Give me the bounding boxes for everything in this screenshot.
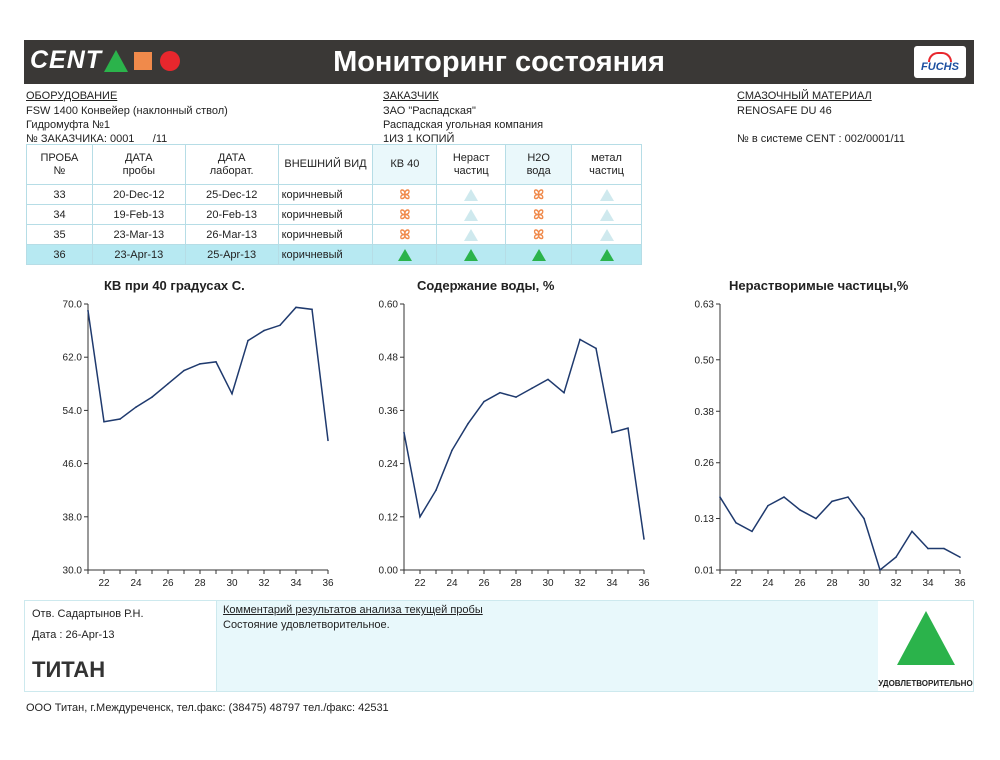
data-point xyxy=(611,432,613,434)
status-indicator xyxy=(878,601,973,691)
series-line xyxy=(404,339,644,539)
x-tick-label: 36 xyxy=(322,578,334,589)
x-tick-label: 30 xyxy=(226,578,238,589)
data-point xyxy=(467,423,469,425)
ok-triangle-icon xyxy=(600,189,614,201)
appearance-cell: коричневый xyxy=(278,225,373,245)
sample-number-cell: 35 xyxy=(27,225,93,245)
data-point xyxy=(515,396,517,398)
table-row xyxy=(27,225,642,245)
y-tick-label: 30.0 xyxy=(62,565,82,577)
data-point xyxy=(595,348,597,350)
data-point xyxy=(735,522,737,524)
data-point xyxy=(831,501,833,503)
comment-panel xyxy=(216,601,878,691)
data-point xyxy=(183,370,185,372)
page-title: Мониторинг состояния xyxy=(333,46,665,78)
y-tick-label: 0.00 xyxy=(378,565,398,577)
status-label: УДОВЛЕТВОРИТЕЛЬНО xyxy=(878,679,973,688)
metal-status-cell xyxy=(572,205,642,225)
responsible-person: Отв. Садартынов Р.Н. xyxy=(32,608,144,620)
insol-status-cell xyxy=(437,245,506,265)
y-tick-label: 62.0 xyxy=(62,352,82,364)
sample-date-cell: 23-Apr-13 xyxy=(92,245,185,265)
table-header-cell: Нераст частиц xyxy=(437,145,506,185)
warning-cross-icon: ꕤ xyxy=(399,206,411,222)
data-point xyxy=(199,363,201,365)
comment-text: Состояние удовлетворительное. xyxy=(223,619,390,631)
titan-logo: ТИТАН xyxy=(32,657,106,682)
report-header xyxy=(24,40,974,84)
warning-cross-icon: ꕤ xyxy=(533,186,545,202)
lab-date-cell: 25-Dec-12 xyxy=(185,185,278,205)
lubricant-info xyxy=(737,89,905,146)
lubricant-line-1: RENOSAFE DU 46 xyxy=(737,105,832,117)
customer-line-2: Распадская угольная компания xyxy=(383,119,544,131)
x-tick-label: 36 xyxy=(638,578,650,589)
viscosity-chart xyxy=(50,299,334,596)
sample-date-cell: 20-Dec-12 xyxy=(92,185,185,205)
ok-triangle-icon xyxy=(464,249,478,261)
metal-status-cell xyxy=(572,185,642,205)
data-point xyxy=(815,518,817,520)
data-point xyxy=(247,340,249,342)
ok-triangle-icon xyxy=(532,249,546,261)
lab-date-cell: 25-Apr-13 xyxy=(185,245,278,265)
x-tick-label: 24 xyxy=(446,578,458,589)
x-tick-label: 30 xyxy=(858,578,870,589)
data-point xyxy=(135,406,137,408)
x-tick-label: 34 xyxy=(922,578,934,589)
metal-status-cell xyxy=(572,225,642,245)
sample-number-cell: 36 xyxy=(27,245,93,265)
ok-triangle-icon xyxy=(398,249,412,261)
sample-date-cell: 23-Mar-13 xyxy=(92,225,185,245)
data-point xyxy=(311,309,313,311)
data-point xyxy=(847,496,849,498)
insoluble-chart xyxy=(682,299,966,596)
x-tick-label: 26 xyxy=(794,578,806,589)
y-tick-label: 0.38 xyxy=(694,406,714,418)
x-tick-label: 22 xyxy=(414,578,426,589)
data-point xyxy=(483,401,485,403)
warning-cross-icon: ꕤ xyxy=(399,186,411,202)
report-date: Дата : 26-Apr-13 xyxy=(32,629,115,641)
data-point xyxy=(927,548,929,550)
insol-status-cell xyxy=(437,185,506,205)
data-point xyxy=(231,393,233,395)
y-tick-label: 38.0 xyxy=(62,512,82,524)
customer-info xyxy=(383,89,543,146)
data-point xyxy=(547,379,549,381)
x-tick-label: 22 xyxy=(98,578,110,589)
data-point xyxy=(579,339,581,341)
data-point xyxy=(959,556,961,558)
lubricant-line-2: № в системе CENT : 002/0001/11 xyxy=(737,133,905,145)
y-tick-label: 0.13 xyxy=(694,514,714,526)
data-point xyxy=(327,440,329,442)
table-header-cell: ПРОБА № xyxy=(27,145,93,185)
water-chart xyxy=(366,299,650,596)
data-point xyxy=(879,569,881,571)
x-tick-label: 32 xyxy=(890,578,902,589)
x-tick-label: 26 xyxy=(478,578,490,589)
metal-status-cell xyxy=(572,245,642,265)
y-tick-label: 0.26 xyxy=(694,458,714,470)
ok-triangle-icon xyxy=(464,229,478,241)
appearance-cell: коричневый xyxy=(278,185,373,205)
x-tick-label: 28 xyxy=(510,578,522,589)
fuchs-arc-icon xyxy=(928,52,952,62)
table-header-cell: ДАТА лаборат. xyxy=(185,145,278,185)
table-header-cell: КВ 40 xyxy=(373,145,437,185)
customer-line-1: ЗАО "Распадская" xyxy=(383,105,476,117)
data-point xyxy=(215,361,217,363)
data-point xyxy=(435,489,437,491)
data-point xyxy=(751,531,753,533)
y-tick-label: 0.48 xyxy=(378,352,398,364)
warning-cross-icon: ꕤ xyxy=(399,226,411,242)
warning-cross-icon: ꕤ xyxy=(533,206,545,222)
data-point xyxy=(499,392,501,394)
insol-status-cell xyxy=(437,205,506,225)
x-tick-label: 32 xyxy=(574,578,586,589)
table-header-cell: ДАТА пробы xyxy=(92,145,185,185)
y-tick-label: 0.24 xyxy=(378,459,398,471)
ok-triangle-icon xyxy=(464,209,478,221)
series-line xyxy=(88,307,328,440)
x-tick-label: 24 xyxy=(130,578,142,589)
chart-title-water: Содержание воды, % xyxy=(417,278,555,293)
appearance-cell: коричневый xyxy=(278,205,373,225)
h2o-status-cell xyxy=(506,185,572,205)
chart-title-insoluble: Нерастворимые частицы,% xyxy=(729,278,909,293)
data-point xyxy=(531,387,533,389)
data-point xyxy=(279,324,281,326)
warning-cross-icon: ꕤ xyxy=(533,226,545,242)
insol-status-cell xyxy=(437,225,506,245)
lab-date-cell: 26-Mar-13 xyxy=(185,225,278,245)
data-point xyxy=(719,496,721,498)
y-tick-label: 54.0 xyxy=(62,405,82,417)
x-tick-label: 36 xyxy=(954,578,966,589)
equipment-heading: ОБОРУДОВАНИЕ xyxy=(26,90,118,102)
data-point xyxy=(943,548,945,550)
data-point xyxy=(263,330,265,332)
data-point xyxy=(403,432,405,434)
sample-number-cell: 34 xyxy=(27,205,93,225)
data-point xyxy=(627,427,629,429)
data-point xyxy=(451,450,453,452)
kv40-status-cell xyxy=(373,225,437,245)
table-header-row xyxy=(27,145,642,185)
data-point xyxy=(419,516,421,518)
x-tick-label: 22 xyxy=(730,578,742,589)
company-address: ООО Титан, г.Междуреченск, тел.факс: (38475) 48797 тел./факс: 42531 xyxy=(26,702,389,714)
status-triangle-icon xyxy=(897,611,955,665)
fuchs-brand-text: FUCHS xyxy=(921,60,959,73)
y-tick-label: 0.01 xyxy=(694,565,714,577)
sample-number-cell: 33 xyxy=(27,185,93,205)
x-tick-label: 34 xyxy=(290,578,302,589)
table-row xyxy=(27,205,642,225)
fuchs-logo xyxy=(914,46,966,78)
y-tick-label: 0.50 xyxy=(694,355,714,367)
series-line xyxy=(720,497,960,570)
samples-table xyxy=(26,144,642,265)
data-point xyxy=(643,538,645,540)
table-header-cell: H2O вода xyxy=(506,145,572,185)
data-point xyxy=(167,383,169,385)
ok-triangle-icon xyxy=(600,229,614,241)
h2o-status-cell xyxy=(506,205,572,225)
x-tick-label: 28 xyxy=(194,578,206,589)
data-point xyxy=(767,505,769,507)
customer-heading: ЗАКАЗЧИК xyxy=(383,90,439,102)
data-point xyxy=(119,418,121,420)
kv40-status-cell xyxy=(373,205,437,225)
lubricant-heading: СМАЗОЧНЫЙ МАТЕРИАЛ xyxy=(737,90,872,102)
data-point xyxy=(87,310,89,312)
kv40-status-cell xyxy=(373,245,437,265)
data-point xyxy=(103,421,105,423)
data-point xyxy=(911,531,913,533)
data-point xyxy=(151,396,153,398)
table-header-cell: ВНЕШНИЙ ВИД xyxy=(278,145,373,185)
logo-text: CENT xyxy=(30,46,103,74)
equipment-info xyxy=(26,89,228,146)
table-header-cell: метал частиц xyxy=(572,145,642,185)
data-point xyxy=(295,307,297,309)
x-tick-label: 32 xyxy=(258,578,270,589)
data-point xyxy=(563,392,565,394)
x-tick-label: 26 xyxy=(162,578,174,589)
data-point xyxy=(895,556,897,558)
kv40-status-cell xyxy=(373,185,437,205)
comment-heading: Комментарий результатов анализа текущей пробы xyxy=(223,604,483,616)
y-tick-label: 0.36 xyxy=(378,405,398,417)
data-point xyxy=(799,509,801,511)
chart-title-viscosity: КВ при 40 градусах С. xyxy=(104,278,245,293)
equipment-line-1: FSW 1400 Конвейер (наклонный ствол) xyxy=(26,105,228,117)
appearance-cell: коричневый xyxy=(278,245,373,265)
y-tick-label: 46.0 xyxy=(62,459,82,471)
data-point xyxy=(863,518,865,520)
x-tick-label: 24 xyxy=(762,578,774,589)
x-tick-label: 28 xyxy=(826,578,838,589)
y-tick-label: 0.63 xyxy=(694,299,714,311)
x-tick-label: 34 xyxy=(606,578,618,589)
ok-triangle-icon xyxy=(600,249,614,261)
ok-triangle-icon xyxy=(464,189,478,201)
x-tick-label: 30 xyxy=(542,578,554,589)
customer-line-3: 1ИЗ 1 КОПИЙ xyxy=(383,133,455,145)
ok-triangle-icon xyxy=(600,209,614,221)
h2o-status-cell xyxy=(506,245,572,265)
table-row xyxy=(27,245,642,265)
y-tick-label: 0.12 xyxy=(378,512,398,524)
table-row xyxy=(27,185,642,205)
data-point xyxy=(783,496,785,498)
sample-date-cell: 19-Feb-13 xyxy=(92,205,185,225)
y-tick-label: 70.0 xyxy=(62,299,82,311)
equipment-line-3: № ЗАКАЗЧИКА: 0001 /11 xyxy=(26,133,168,145)
lab-date-cell: 20-Feb-13 xyxy=(185,205,278,225)
h2o-status-cell xyxy=(506,225,572,245)
equipment-line-2: Гидромуфта №1 xyxy=(26,119,111,131)
y-tick-label: 0.60 xyxy=(378,299,398,311)
